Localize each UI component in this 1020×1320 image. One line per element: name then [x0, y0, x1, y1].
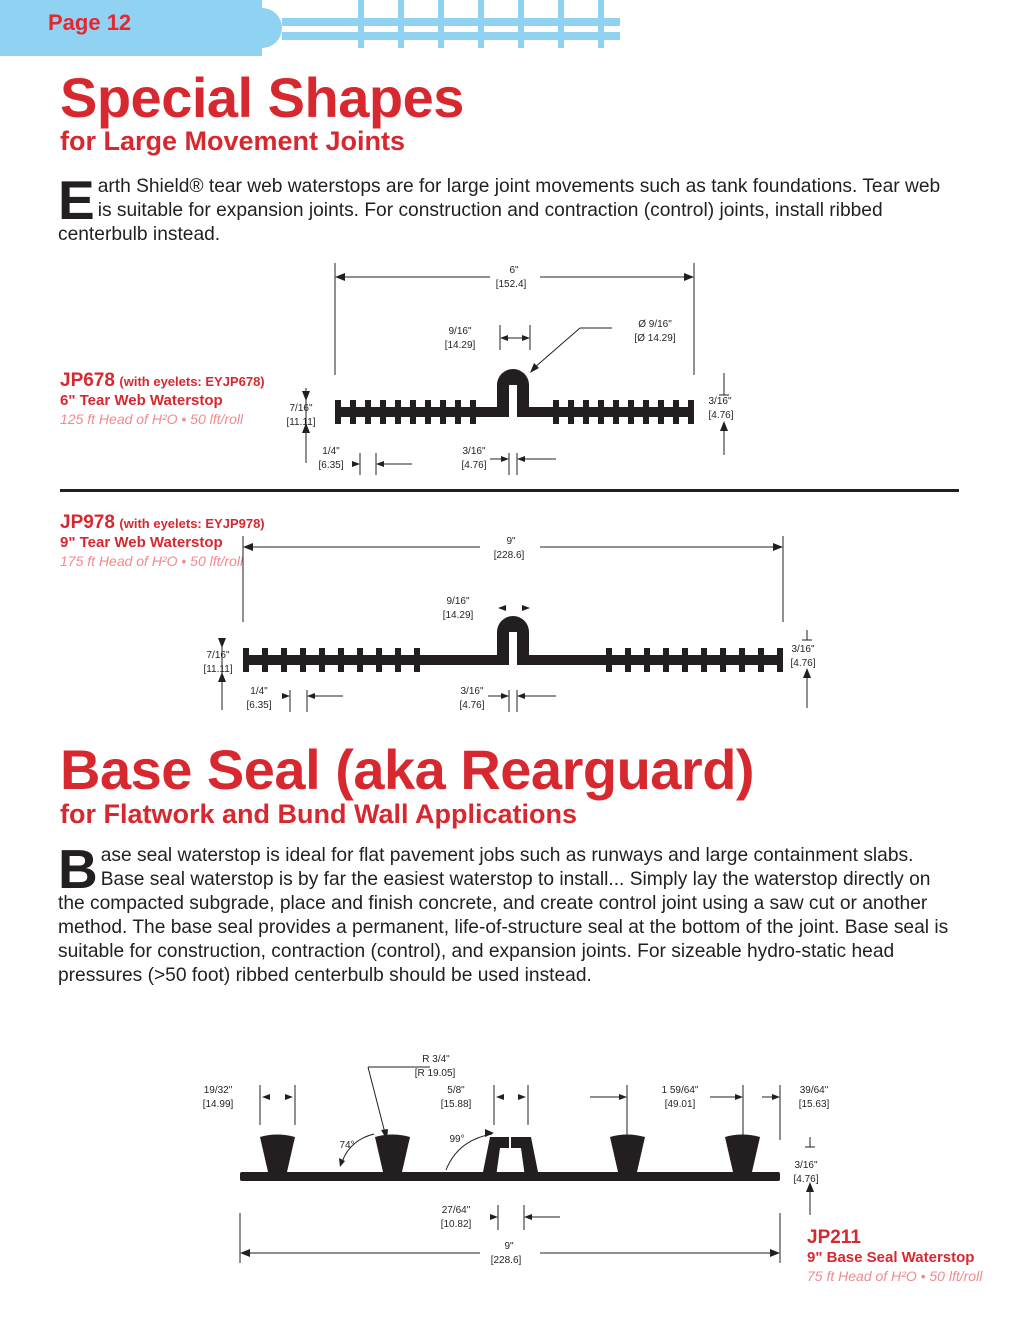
section-divider [60, 489, 959, 492]
product-code: JP978 [60, 512, 115, 533]
dim-height: 7/16" [289, 403, 313, 414]
product-code: JP211 [807, 1227, 861, 1248]
dim-bulb-width-mm: [14.29] [444, 340, 476, 351]
product-eyelets: (with eyelets: EYJP678) [119, 374, 265, 389]
dim-spacing-mm: [49.01] [664, 1099, 696, 1110]
intro-text: ase seal waterstop is ideal for flat pavement jobs such as runways and large containment slabs. Base seal waterstop is by far the easiest waterstop to install... Simply lay the waterstop directly on the compacted subgrade, place and finish concrete, and create control joint using a saw cut or another method. The base seal provides a permanent, life-of-structure seal at the bottom of the joint. Base seal is suitable for construction, contraction (control), and expansion joints. For sizeable hydro-static head pressures (>50 foot) ribbed centerbulb should be used instead. [58, 845, 949, 986]
dim-web: 3/16" [791, 644, 815, 655]
dim-rib-mm: [6.35] [318, 460, 344, 471]
dropcap-b: B [58, 838, 98, 900]
dim-bulb-diameter: Ø 9/16" [638, 319, 672, 330]
intro-paragraph-base-seal [58, 838, 960, 988]
dim-gap-mm: [4.76] [461, 460, 487, 471]
product-name: 9" Base Seal Waterstop [807, 1249, 975, 1266]
dim-edge: 39/64" [799, 1085, 829, 1096]
dim-radius: R 3/4" [422, 1054, 450, 1065]
product-spec: 75 ft Head of H²O • 50 lft/roll [807, 1268, 983, 1284]
dim-rib-top: 19/32" [203, 1085, 233, 1096]
dim-slot: 27/64" [441, 1205, 471, 1216]
dim-radius-mm: [R 19.05] [414, 1068, 456, 1079]
dim-gap-mm: [4.76] [459, 700, 485, 711]
dim-overall-mm: [152.4] [495, 279, 527, 290]
dim-rib: 1/4" [322, 446, 340, 457]
product-spec: 175 ft Head of H²O • 50 lft/roll [60, 553, 244, 569]
dim-bulb-width: 9/16" [448, 326, 472, 337]
dim-overall: 6" [509, 265, 519, 276]
section-subtitle-base-seal: for Flatwork and Bund Wall Applications [60, 799, 578, 829]
dim-angle-1: 74° [339, 1140, 355, 1151]
dim-rib: 1/4" [250, 686, 268, 697]
product-label-jp211 [807, 1227, 1007, 1285]
dim-rib-top-mm: [14.99] [202, 1099, 234, 1110]
section-title-base-seal: Base Seal (aka Rearguard) [60, 738, 755, 801]
section-title-special-shapes: Special Shapes [60, 66, 464, 129]
dim-overall: 9" [504, 1241, 514, 1252]
product-spec: 125 ft Head of H²O • 50 lft/roll [60, 411, 244, 427]
section-subtitle-special-shapes: for Large Movement Joints [60, 126, 406, 156]
dim-center-top-mm: [15.88] [440, 1099, 472, 1110]
dim-rib-mm: [6.35] [246, 700, 272, 711]
dim-web: 3/16" [708, 396, 732, 407]
dim-angle-2: 99° [449, 1134, 465, 1145]
dim-edge-mm: [15.63] [798, 1099, 830, 1110]
dim-height-mm: [11.11] [286, 417, 316, 428]
product-eyelets: (with eyelets: EYJP978) [119, 516, 265, 531]
product-name: 6" Tear Web Waterstop [60, 392, 223, 409]
dim-overall: 9" [506, 536, 516, 547]
dim-overall-mm: [228.6] [490, 1255, 522, 1266]
dim-bulb-diameter-mm: [Ø 14.29] [634, 333, 676, 344]
dim-spacing: 1 59/64" [661, 1085, 699, 1096]
dim-gap: 3/16" [462, 446, 486, 457]
dim-base: 3/16" [794, 1160, 818, 1171]
jp678-drawing [0, 255, 1020, 485]
dim-base-mm: [4.76] [793, 1174, 819, 1185]
dim-slot-mm: [10.82] [440, 1219, 472, 1230]
dim-center-top: 5/8" [447, 1085, 465, 1096]
dim-bulb-width: 9/16" [446, 596, 470, 607]
page-number: Page 12 [48, 10, 132, 35]
jp978-drawing [0, 530, 1020, 720]
dropcap-e: E [58, 169, 95, 231]
intro-paragraph-special-shapes [58, 169, 958, 247]
dim-bulb-width-mm: [14.29] [442, 610, 474, 621]
dim-height-mm: [11.11] [203, 664, 233, 675]
dim-height: 7/16" [206, 650, 230, 661]
dim-gap: 3/16" [460, 686, 484, 697]
product-code: JP678 [60, 370, 115, 391]
dim-overall-mm: [228.6] [493, 550, 525, 561]
product-name: 9" Tear Web Waterstop [60, 534, 223, 551]
dim-web-mm: [4.76] [708, 410, 734, 421]
dim-web-mm: [4.76] [790, 658, 816, 669]
intro-text: arth Shield® tear web waterstops are for large joint movements such as tank foundations. Tear web is suitable for expansion joints. For construction and contraction (control) joints, install ribbed centerbulb instead. [58, 176, 941, 245]
